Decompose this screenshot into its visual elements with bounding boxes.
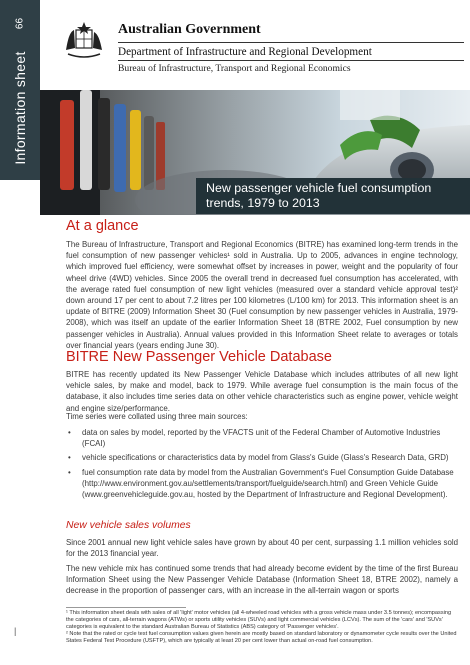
list-item [66,427,458,449]
list-item-text: data on sales by model, reported by the VFACTS unit of the Federal Chamber of Automotive Industries (FCAI) [82,428,441,449]
page-number: 66 [14,17,26,30]
list-item [66,452,458,463]
sources-list [66,427,458,503]
sales-heading: New vehicle sales volumes [66,520,191,531]
bureau-name: Bureau of Infrastructure, Transport and Regional Economics [118,63,351,74]
database-paragraph: BITRE has recently updated its New Passenger Vehicle Database which includes attributes of all new light vehicle sales, by make and model, back to 1979. While average fuel consumption is the main focus of the database, it also includes time series data on other vehicle characteristics such as engine power, vehicle weight and engine size/performance. [66,370,458,413]
sidebar-label: Information sheet [12,51,28,165]
glance-heading: At a glance [66,218,139,234]
list-item-text: fuel consumption rate data by model from the Australian Government's Fuel Consumption Guide Database (http://www.environment.gov.au/settlements/transport/fuelguide/search.html) and Green Vehicle Guide (www.greenvehicleguide.gov.au, hosted by the Department of Infrastructure and Regional Development). [82,467,454,500]
header [40,0,470,90]
sources-intro: Time series were collated using three main sources: [66,412,248,421]
header-rule [118,60,464,61]
sales-paragraph-1: Since 2001 annual new light vehicle sales have grown by about 40 per cent, surpassing 1.1 million vehicles sold for the 2013 financial year. [66,538,458,559]
sales-paragraph-2: The new vehicle mix has continued some trends that had already become evident by the time of the first Bureau Information Sheet using the New Passenger Vehicle Database (Information Sheet 18, BTRE 2002), namely a decrease in the proportion of passenger cars, with an increase in the all-terrain wagon or sports [66,564,458,596]
footnote-rule [66,607,186,608]
bullet-icon: • [68,467,71,477]
department-name: Department of Infrastructure and Regional Development [118,46,372,58]
sidebar-band [0,0,40,180]
bullet-icon: • [68,453,71,463]
sidebar-footer-mark: | [14,626,17,636]
sidebar [0,0,40,665]
bullet-icon: • [68,428,71,437]
government-name: Australian Government [118,22,261,37]
coat-of-arms-logo [62,20,106,62]
footnote-2: ² Note that the rated or cycle test fuel consumption values given herein are mostly based on standard laboratory or dynamometer cycle results over the United States Federal Test Procedure (USFTP), which are typically at least 20 per cent lower than actual on-road fuel consumption. [66,631,457,645]
list-item-text: vehicle specifications or characteristics data by model from Glass's Guide (Glass's Research Data, GRD) [82,453,449,463]
glance-paragraph: The Bureau of Infrastructure, Transport and Regional Economics (BITRE) has examined long-term trends in the fuel consumption of new passenger vehicles¹ sold in Australia. Up to 2005, advances in engine technology, which improved fuel efficiency, were somewhat offset by increases in power, weight and the popularity of four wheel drive (4WD) vehicles. Since 2005 the overall trend in decreased fuel consumption has accelerated, with the average rated fuel consumption of new light vehicles (measured over a standard vehicle approval test)² down around 17 per cent to about 7.2 litres per 100 kilometres (L/100 km) for 2013. This information sheet is an update of BITRE (2009) Information Sheet 30 (Fuel consumption by new passenger vehicles in Australia, 1979-2008), which was itself an update of the earlier Information Sheet 18 (BTRE 2002, Fuel consumption by new passenger vehicles in Australia). Annual values provided in this Information Sheet relate to averages or totals over financial years (years ending June 30). [66,240,458,350]
list-item [66,467,458,501]
title-banner [196,178,470,214]
footnote-1: ¹ This information sheet deals with sales of all 'light' motor vehicles (all 4-wheeled road vehicles with a gross vehicle mass under 3.5 tonnes); encompassing the categories of cars, all-terrain wagons (ATWs) or sports utility vehicles (SUVs) and light commercial vehicles (LCVs). The sum of the 'cars' and 'SUVs' categories is equivalent to the standard Australian Bureau of Statistics (ABS) category of 'Passenger vehicles'. [66,610,452,631]
database-heading: BITRE New Passenger Vehicle Database [66,349,332,365]
header-rule [118,42,464,43]
document-title: New passenger vehicle fuel consumption trends, 1979 to 2013 [206,181,432,210]
